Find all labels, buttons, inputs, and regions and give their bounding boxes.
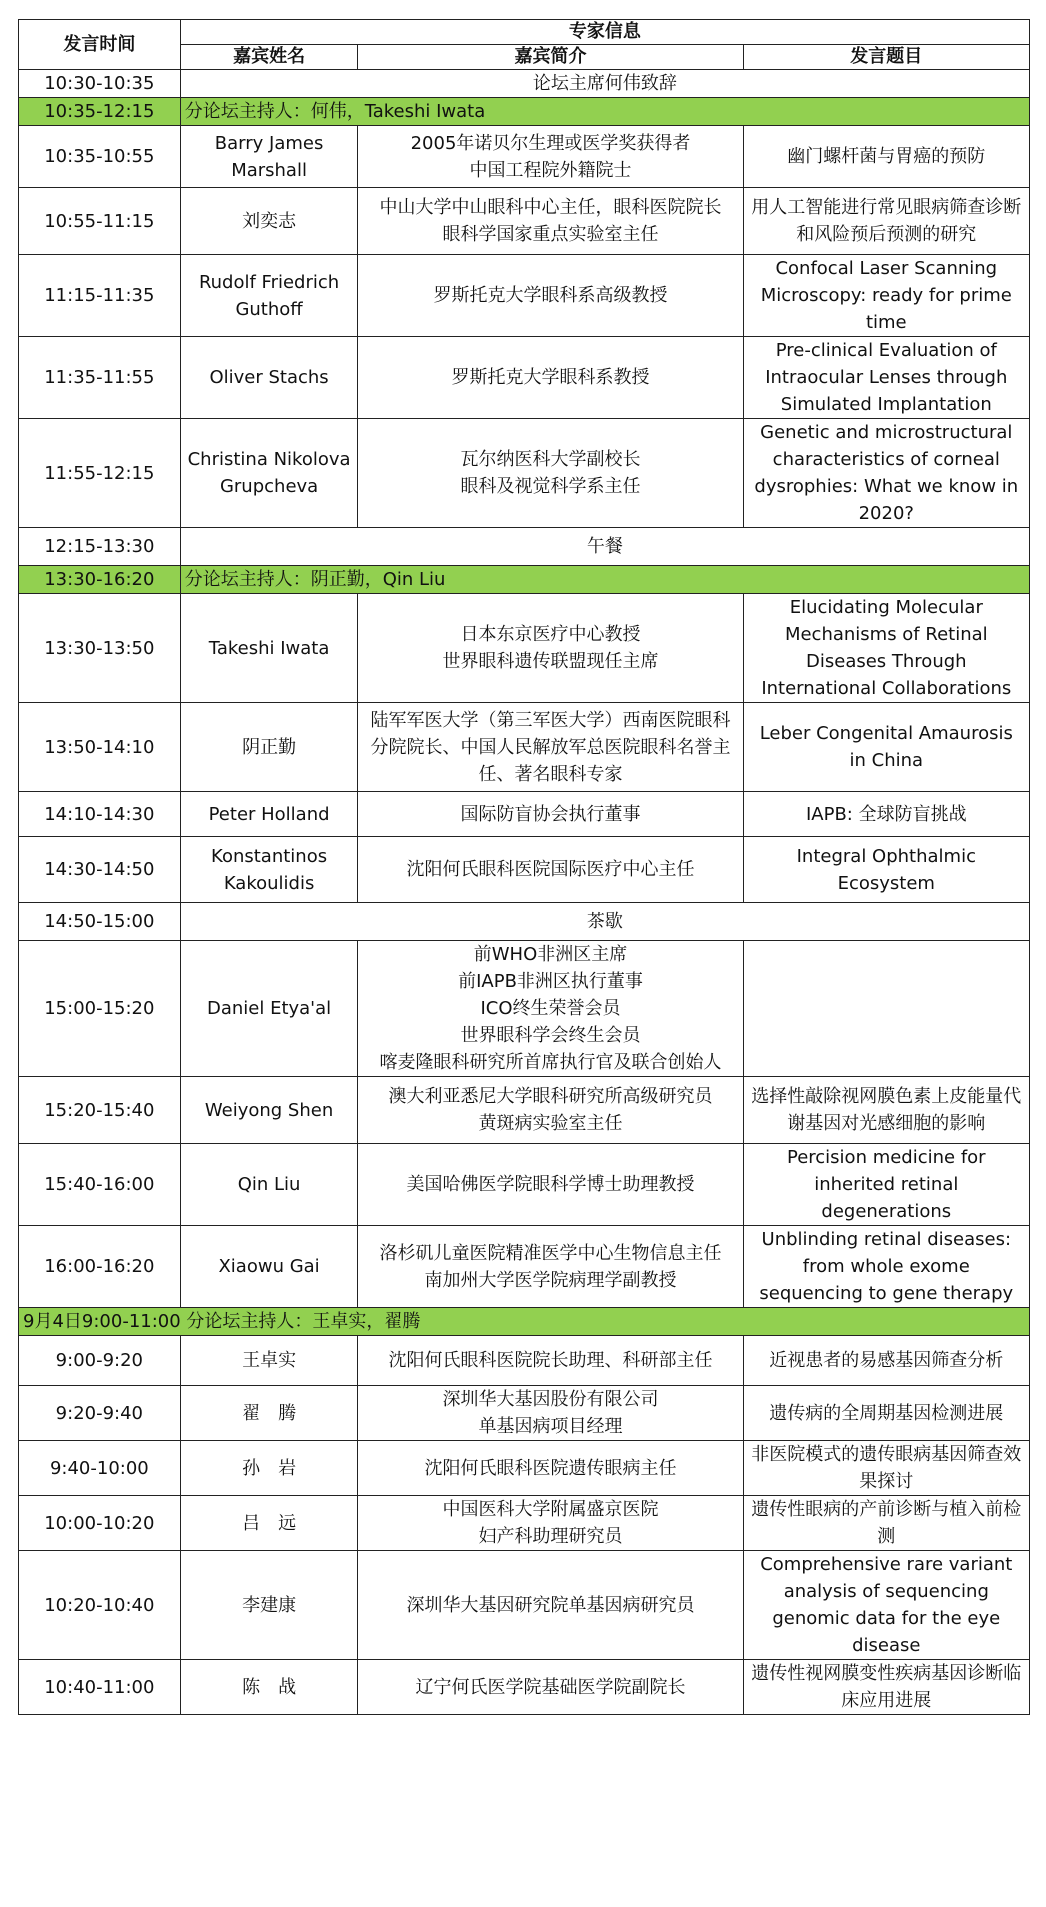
header-expert-info: 专家信息 [180,20,1029,45]
schedule-table [18,19,1030,1715]
time-cell: 14:30-14:50 [19,837,181,903]
table-row [19,255,1030,337]
time-cell: 15:00-15:20 [19,941,181,1077]
guest-name-cell: 王卓实 [180,1336,358,1386]
session-row [19,1308,1030,1336]
time-cell: 11:15-11:35 [19,255,181,337]
event-cell: 论坛主席何伟致辞 [180,70,1029,98]
time-cell: 10:35-12:15 [19,98,181,126]
topic-cell: 遗传病的全周期基因检测进展 [743,1386,1029,1441]
guest-bio-cell: 前WHO非洲区主席 前IAPB非洲区执行董事 ICO终生荣誉会员 世界眼科学会终生会员 喀麦隆眼科研究所首席执行官及联合创始人 [358,941,743,1077]
topic-cell: Elucidating Molecular Mechanisms of Retinal Diseases Through International Collaborations [743,594,1029,703]
guest-name-cell: Konstantinos Kakoulidis [180,837,358,903]
table-row [19,1336,1030,1386]
topic-cell: Percision medicine for inherited retinal degenerations [743,1144,1029,1226]
guest-name-cell: Weiyong Shen [180,1077,358,1144]
time-cell: 14:50-15:00 [19,903,181,941]
guest-bio-cell: 洛杉矶儿童医院精准医学中心生物信息主任 南加州大学医学院病理学副教授 [358,1226,743,1308]
time-cell: 11:55-12:15 [19,419,181,528]
table-row [19,419,1030,528]
guest-name-cell: Xiaowu Gai [180,1226,358,1308]
guest-bio-cell: 日本东京医疗中心教授 世界眼科遗传联盟现任主席 [358,594,743,703]
topic-cell: Comprehensive rare variant analysis of sequencing genomic data for the eye disease [743,1551,1029,1660]
time-cell: 10:20-10:40 [19,1551,181,1660]
topic-cell: 用人工智能进行常见眼病筛查诊断和风险预后预测的研究 [743,188,1029,255]
table-row [19,594,1030,703]
table-row [19,126,1030,188]
guest-bio-cell: 沈阳何氏眼科医院国际医疗中心主任 [358,837,743,903]
guest-bio-cell: 2005年诺贝尔生理或医学奖获得者 中国工程院外籍院士 [358,126,743,188]
topic-cell: 近视患者的易感基因筛查分析 [743,1336,1029,1386]
time-cell: 10:40-11:00 [19,1660,181,1715]
table-row [19,703,1030,792]
event-cell: 午餐 [180,528,1029,566]
guest-bio-cell: 罗斯托克大学眼科系高级教授 [358,255,743,337]
header-topic: 发言题目 [743,45,1029,70]
guest-name-cell: 陈 战 [180,1660,358,1715]
table-row [19,1441,1030,1496]
session-host-cell: 分论坛主持人：何伟，Takeshi Iwata [180,98,1029,126]
time-cell: 13:30-16:20 [19,566,181,594]
table-row [19,1386,1030,1441]
time-cell: 10:30-10:35 [19,70,181,98]
topic-cell [743,941,1029,1077]
time-cell: 9:40-10:00 [19,1441,181,1496]
guest-name-cell: Barry James Marshall [180,126,358,188]
topic-cell: 遗传性视网膜变性疾病基因诊断临床应用进展 [743,1660,1029,1715]
guest-name-cell: 刘奕志 [180,188,358,255]
guest-name-cell: Rudolf Friedrich Guthoff [180,255,358,337]
guest-name-cell: Daniel Etya'al [180,941,358,1077]
time-cell: 16:00-16:20 [19,1226,181,1308]
table-row [19,1660,1030,1715]
table-row [19,337,1030,419]
table-row [19,1496,1030,1551]
guest-name-cell: 李建康 [180,1551,358,1660]
guest-name-cell: Qin Liu [180,1144,358,1226]
topic-cell: 非医院模式的遗传眼病基因筛查效果探讨 [743,1441,1029,1496]
topic-cell: 选择性敲除视网膜色素上皮能量代谢基因对光感细胞的影响 [743,1077,1029,1144]
header-row-top [19,20,1030,45]
guest-bio-cell: 国际防盲协会执行董事 [358,792,743,837]
topic-cell: 遗传性眼病的产前诊断与植入前检测 [743,1496,1029,1551]
guest-bio-cell: 中国医科大学附属盛京医院 妇产科助理研究员 [358,1496,743,1551]
session-host-cell: 9月4日9:00-11:00 分论坛主持人：王卓实，翟腾 [19,1308,1030,1336]
time-cell: 13:30-13:50 [19,594,181,703]
session-row [19,566,1030,594]
guest-bio-cell: 中山大学中山眼科中心主任，眼科医院院长 眼科学国家重点实验室主任 [358,188,743,255]
guest-name-cell: 吕 远 [180,1496,358,1551]
guest-name-cell: Peter Holland [180,792,358,837]
time-cell: 14:10-14:30 [19,792,181,837]
time-cell: 15:20-15:40 [19,1077,181,1144]
guest-bio-cell: 澳大利亚悉尼大学眼科研究所高级研究员 黄斑病实验室主任 [358,1077,743,1144]
guest-bio-cell: 深圳华大基因股份有限公司 单基因病项目经理 [358,1386,743,1441]
topic-cell: Integral Ophthalmic Ecosystem [743,837,1029,903]
table-row [19,941,1030,1077]
table-row [19,1077,1030,1144]
guest-bio-cell: 陆军军医大学（第三军医大学）西南医院眼科分院院长、中国人民解放军总医院眼科名誉主任、著名眼科专家 [358,703,743,792]
guest-bio-cell: 美国哈佛医学院眼科学博士助理教授 [358,1144,743,1226]
table-row [19,70,1030,98]
topic-cell: Genetic and microstructural characteristics of corneal dysrophies: What we know in 2020? [743,419,1029,528]
topic-cell: 幽门螺杆菌与胃癌的预防 [743,126,1029,188]
header-guest-name: 嘉宾姓名 [180,45,358,70]
guest-name-cell: 翟 腾 [180,1386,358,1441]
guest-bio-cell: 沈阳何氏眼科医院院长助理、科研部主任 [358,1336,743,1386]
time-cell: 12:15-13:30 [19,528,181,566]
topic-cell: Confocal Laser Scanning Microscopy: ready for prime time [743,255,1029,337]
topic-cell: IAPB: 全球防盲挑战 [743,792,1029,837]
guest-bio-cell: 辽宁何氏医学院基础医学院副院长 [358,1660,743,1715]
guest-name-cell: Christina Nikolova Grupcheva [180,419,358,528]
guest-bio-cell: 瓦尔纳医科大学副校长 眼科及视觉科学系主任 [358,419,743,528]
time-cell: 15:40-16:00 [19,1144,181,1226]
time-cell: 11:35-11:55 [19,337,181,419]
topic-cell: Pre-clinical Evaluation of Intraocular Lenses through Simulated Implantation [743,337,1029,419]
time-cell: 13:50-14:10 [19,703,181,792]
time-cell: 10:00-10:20 [19,1496,181,1551]
guest-name-cell: 孙 岩 [180,1441,358,1496]
guest-name-cell: 阴正勤 [180,703,358,792]
table-row [19,837,1030,903]
guest-bio-cell: 深圳华大基因研究院单基因病研究员 [358,1551,743,1660]
time-cell: 9:00-9:20 [19,1336,181,1386]
header-time: 发言时间 [19,20,181,70]
session-host-cell: 分论坛主持人：阴正勤，Qin Liu [180,566,1029,594]
header-guest-bio: 嘉宾简介 [358,45,743,70]
time-cell: 10:55-11:15 [19,188,181,255]
guest-bio-cell: 罗斯托克大学眼科系教授 [358,337,743,419]
table-row [19,528,1030,566]
time-cell: 9:20-9:40 [19,1386,181,1441]
table-row [19,1226,1030,1308]
guest-name-cell: Takeshi Iwata [180,594,358,703]
table-row [19,792,1030,837]
table-row [19,903,1030,941]
session-row [19,98,1030,126]
guest-name-cell: Oliver Stachs [180,337,358,419]
topic-cell: Leber Congenital Amaurosis in China [743,703,1029,792]
table-row [19,1551,1030,1660]
topic-cell: Unblinding retinal diseases: from whole exome sequencing to gene therapy [743,1226,1029,1308]
event-cell: 茶歇 [180,903,1029,941]
time-cell: 10:35-10:55 [19,126,181,188]
table-row [19,1144,1030,1226]
table-row [19,188,1030,255]
guest-bio-cell: 沈阳何氏眼科医院遗传眼病主任 [358,1441,743,1496]
